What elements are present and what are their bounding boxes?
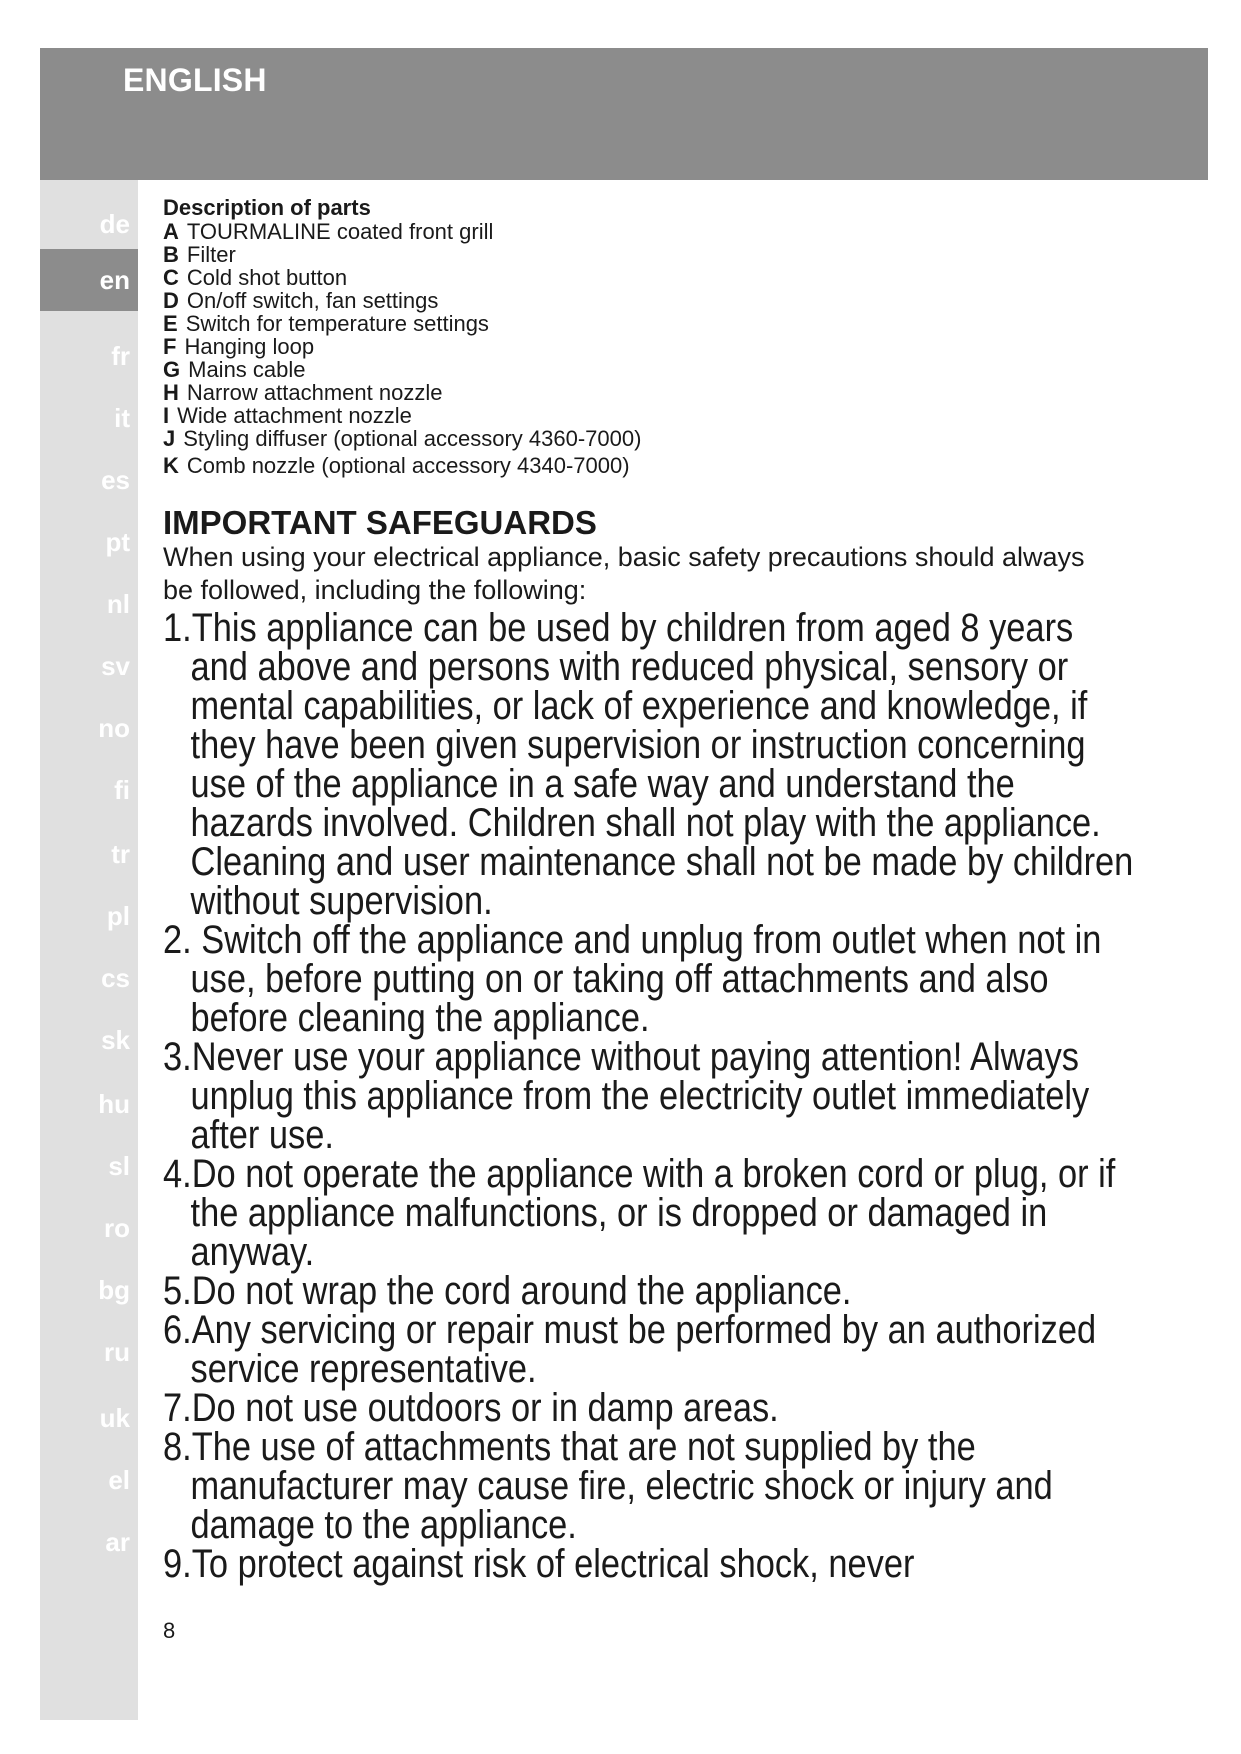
part-letter: F (163, 334, 177, 359)
part-text: Comb nozzle (optional accessory 4340-7000) (186, 453, 630, 478)
safeguard-rule: 7.Do not use outdoors or in damp areas. (163, 1386, 779, 1430)
part-letter: C (163, 265, 179, 290)
main-content (163, 196, 1193, 1584)
safeguards-list (163, 606, 1193, 1586)
language-sidebar (40, 180, 138, 1720)
sidebar-item-label: en (99, 265, 130, 295)
part-text: Hanging loop (184, 334, 315, 359)
part-text: Wide attachment nozzle (177, 403, 412, 428)
sidebar-item-de[interactable]: de (99, 209, 130, 239)
sidebar-item-en[interactable] (40, 249, 138, 311)
part-letter: A (163, 219, 179, 244)
part-letter: G (163, 357, 181, 382)
page-number: 8 (163, 1618, 176, 1643)
list-item (163, 312, 1193, 335)
sidebar-item-ar[interactable]: ar (105, 1527, 130, 1557)
parts-list (163, 220, 1193, 477)
list-item (163, 358, 1193, 381)
sidebar-item-no[interactable]: no (98, 713, 130, 743)
sidebar-item-ro[interactable]: ro (104, 1213, 130, 1243)
sidebar-item-pt[interactable]: pt (105, 527, 130, 557)
sidebar-item-fr[interactable]: fr (111, 341, 130, 371)
part-letter: H (163, 380, 179, 405)
part-letter: B (163, 242, 179, 267)
sidebar-item-hu[interactable]: hu (98, 1089, 130, 1119)
safeguard-rule: 5.Do not wrap the cord around the appliance. (163, 1269, 852, 1313)
sidebar-item-tr[interactable]: tr (111, 839, 130, 869)
part-letter: I (163, 403, 170, 428)
sidebar-item-sv[interactable]: sv (101, 651, 130, 681)
part-letter: E (163, 311, 178, 336)
sidebar-item-es[interactable]: es (101, 465, 130, 495)
safeguard-rule: 9.To protect against risk of electrical shock, never (163, 1542, 915, 1586)
safeguards-intro: When using your electrical appliance, basic safety precautions should always be followed, including the following: (163, 542, 1085, 605)
sidebar-item-nl[interactable]: nl (106, 589, 130, 619)
safeguard-rule: 1.This appliance can be used by children from aged 8 years and above and persons with reduced physical, sensory or mental capabilities, or lack of experience and knowledge, if they have been given supervision or instruction concerning use of the appliance in a safe way and understand the hazards involved. Children shall not play with the appliance. Cleaning and user maintenance shall not be made by children without supervision. (163, 606, 1134, 923)
list-item (163, 220, 1193, 243)
list-item (163, 266, 1193, 289)
safeguards-heading: IMPORTANT SAFEGUARDS (163, 504, 597, 541)
list-item (163, 454, 1193, 477)
part-letter: D (163, 288, 179, 313)
safeguard-rule: 3.Never use your appliance without paying attention! Always unplug this appliance from the electricity outlet immediately after use. (163, 1035, 1090, 1157)
list-item (163, 243, 1193, 266)
safeguard-rule: 2. Switch off the appliance and unplug from outlet when not in use, before putting on or taking off attachments and also before cleaning the appliance. (163, 918, 1102, 1040)
list-item (163, 404, 1193, 427)
parts-heading: Description of parts (163, 195, 371, 220)
sidebar-item-ru[interactable]: ru (104, 1337, 130, 1367)
safeguard-rule: 8.The use of attachments that are not supplied by the manufacturer may cause fire, electric shock or injury and damage to the appliance. (163, 1425, 1053, 1547)
list-item (163, 335, 1193, 358)
part-letter: J (163, 426, 176, 451)
list-item (163, 427, 1193, 450)
part-text: Filter (186, 242, 236, 267)
safeguard-rule: 6.Any servicing or repair must be performed by an authorized service representative. (163, 1308, 1097, 1391)
list-item (163, 289, 1193, 312)
sidebar-item-bg[interactable]: bg (98, 1275, 130, 1305)
part-text: Styling diffuser (optional accessory 4360-7000) (183, 426, 642, 451)
page-title: ENGLISH (123, 62, 267, 98)
part-text: Narrow attachment nozzle (186, 380, 443, 405)
sidebar-item-pl[interactable]: pl (106, 901, 130, 931)
sidebar-item-sl[interactable]: sl (108, 1151, 130, 1181)
part-text: Mains cable (188, 357, 306, 382)
sidebar-item-it[interactable]: it (114, 403, 130, 433)
part-text: Switch for temperature settings (185, 311, 489, 336)
safeguard-rule: 4.Do not operate the appliance with a broken cord or plug, or if the appliance malfunctions, or is dropped or damaged in anyway. (163, 1152, 1116, 1274)
sidebar-item-sk[interactable]: sk (101, 1025, 130, 1055)
list-item (163, 381, 1193, 404)
sidebar-item-fi[interactable]: fi (114, 775, 130, 805)
part-text: TOURMALINE coated front grill (186, 219, 494, 244)
part-letter: K (163, 453, 179, 478)
sidebar-item-uk[interactable]: uk (99, 1403, 130, 1433)
part-text: On/off switch, fan settings (186, 288, 439, 313)
part-text: Cold shot button (186, 265, 348, 290)
sidebar-item-cs[interactable]: cs (101, 963, 130, 993)
sidebar-item-el[interactable]: el (108, 1465, 130, 1495)
